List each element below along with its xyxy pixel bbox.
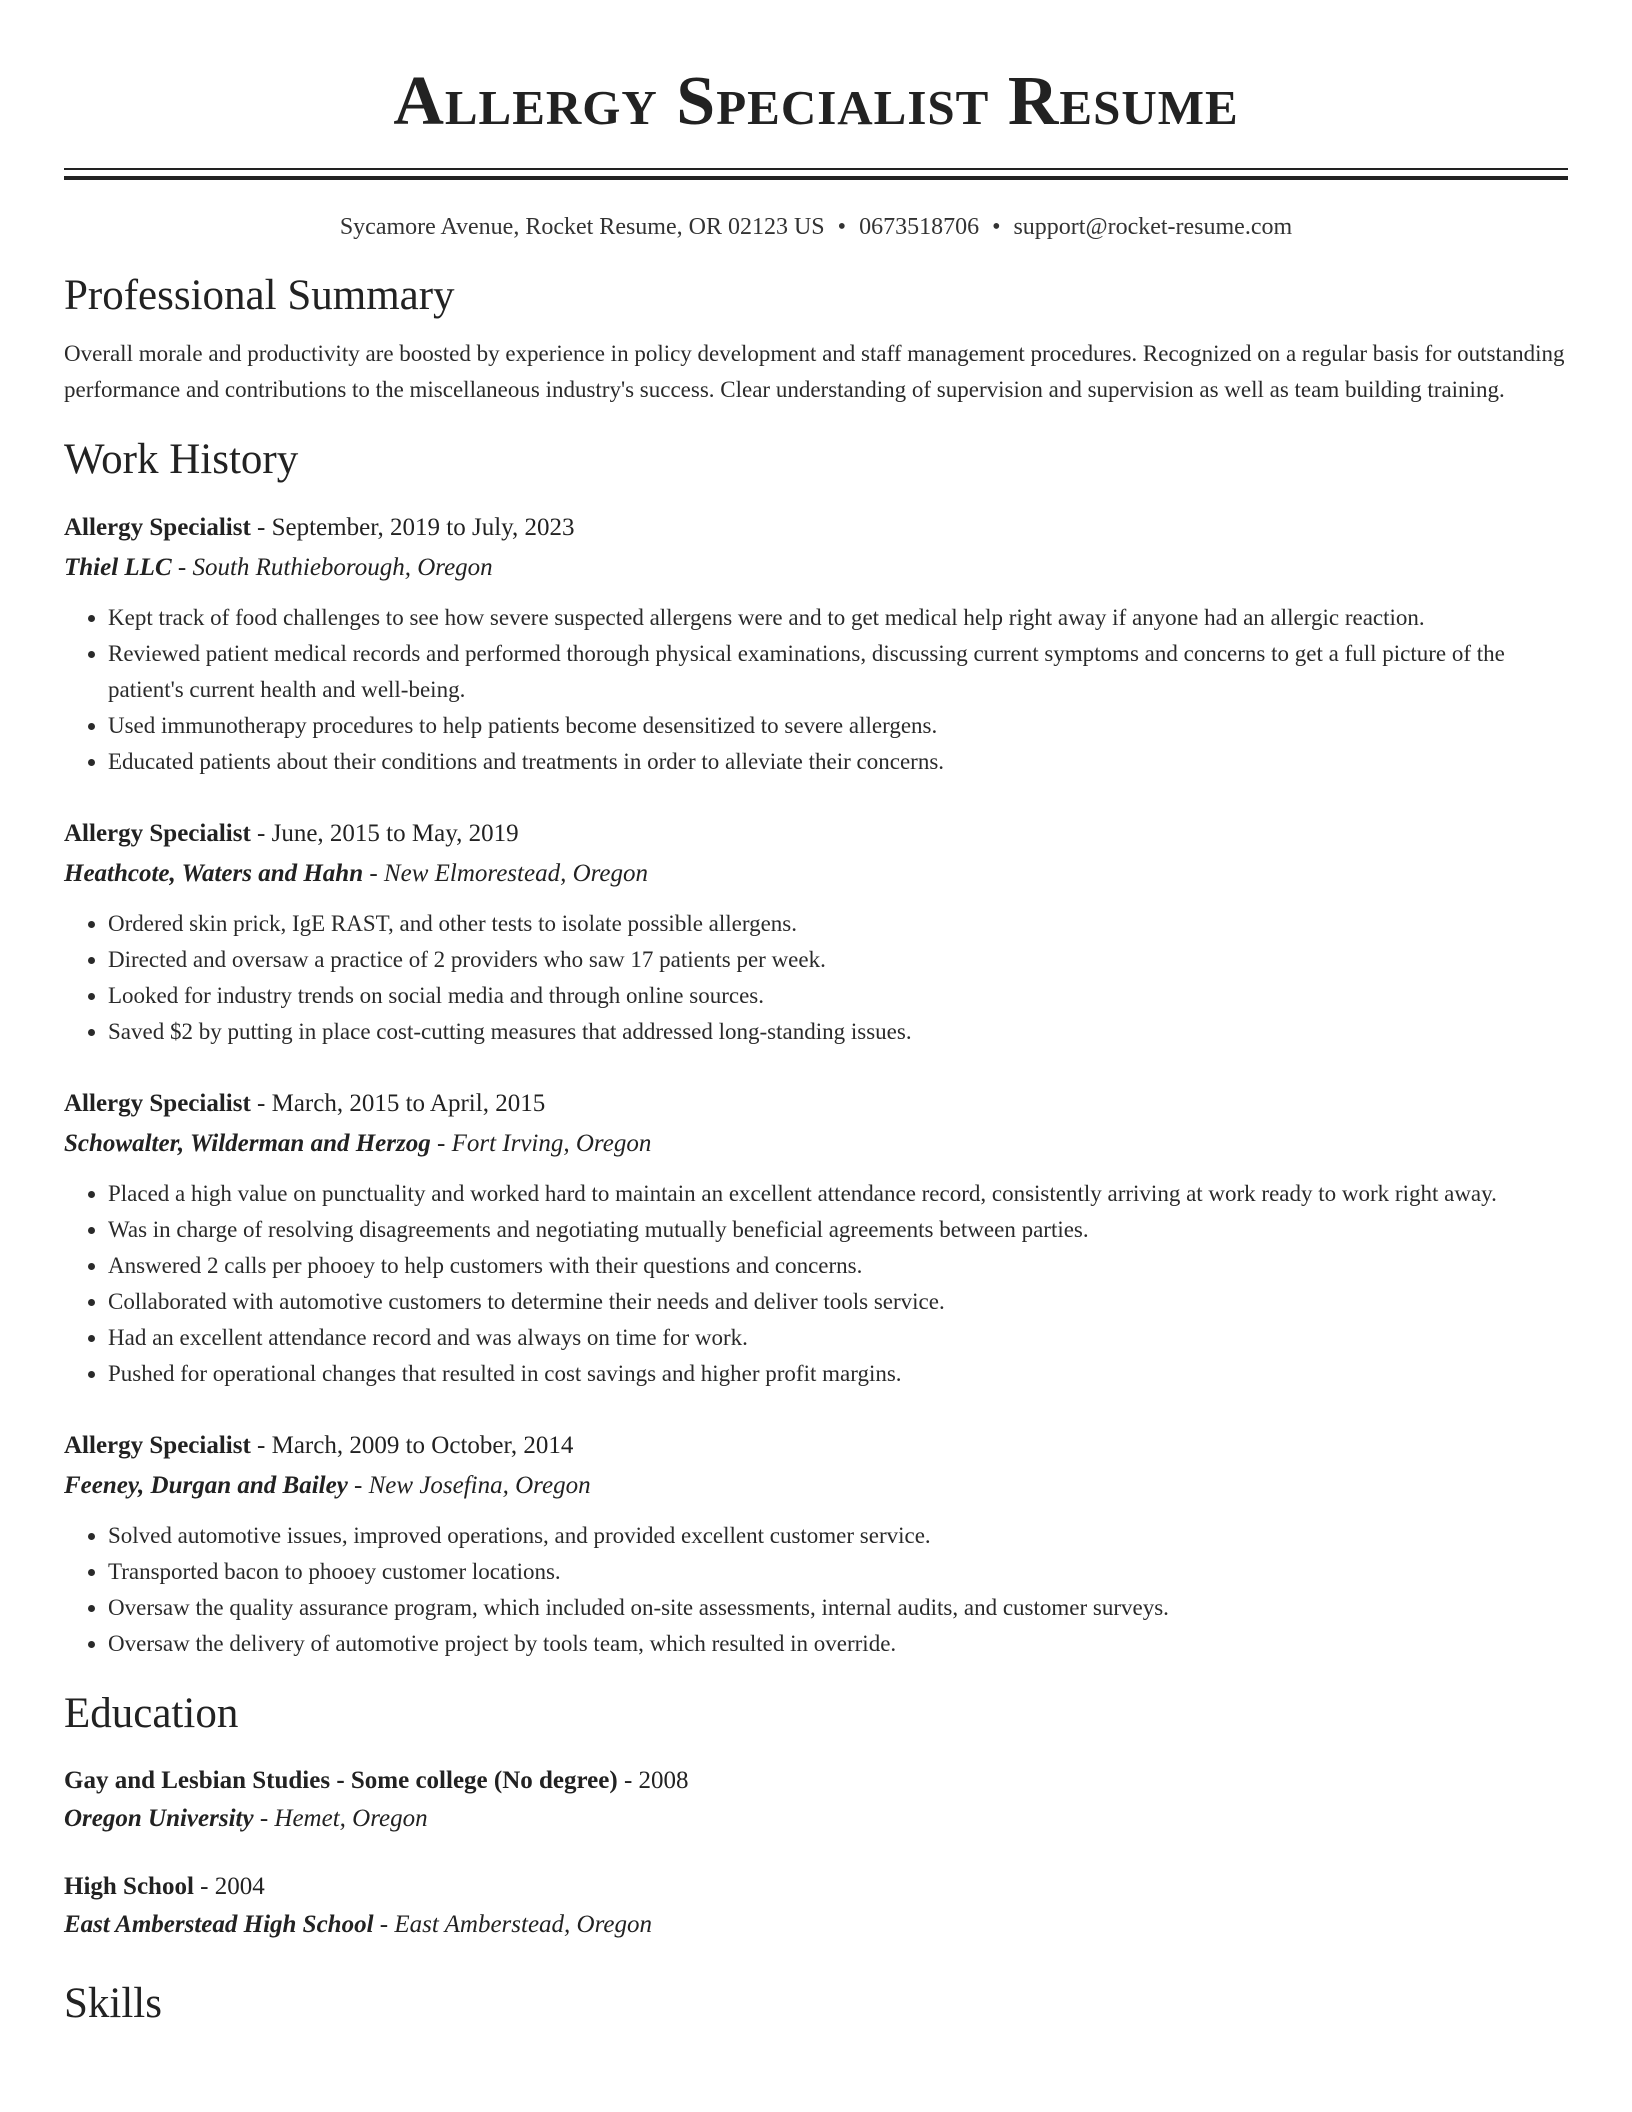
job-bullet-list bbox=[64, 1518, 1568, 1662]
job-company: Schowalter, Wilderman and Herzog bbox=[64, 1130, 431, 1157]
job-company: Feeney, Durgan and Bailey bbox=[64, 1472, 348, 1499]
job-bullet-list bbox=[64, 600, 1568, 780]
job-location: - New Josefina, Oregon bbox=[347, 1472, 591, 1499]
job-bullet-list bbox=[64, 906, 1568, 1050]
job-bullet: • Collaborated with automotive customers to determine their needs and deliver tools service. bbox=[108, 1284, 1568, 1320]
job-bullet: • Transported bacon to phooey customer locations. bbox=[108, 1554, 1568, 1590]
job-role: Allergy Specialist bbox=[64, 820, 251, 847]
job-company-line bbox=[64, 548, 1568, 588]
job-entry bbox=[64, 814, 1568, 1050]
job-company-line bbox=[64, 854, 1568, 894]
contact-line bbox=[64, 212, 1568, 242]
job-dates: - June, 2015 to May, 2019 bbox=[250, 820, 519, 847]
education-location: - East Amberstead, Oregon bbox=[373, 1911, 652, 1938]
job-bullet: • Looked for industry trends on social media and through online sources. bbox=[108, 978, 1568, 1014]
job-bullet: • Answered 2 calls per phooey to help customers with their questions and concerns. bbox=[108, 1248, 1568, 1284]
job-bullet-list bbox=[64, 1176, 1568, 1392]
education-year: - 2008 bbox=[617, 1767, 689, 1794]
education-degree: High School bbox=[64, 1873, 194, 1900]
job-company: Thiel LLC bbox=[64, 554, 172, 581]
job-company-line bbox=[64, 1124, 1568, 1164]
education-degree-line bbox=[64, 1762, 1568, 1800]
job-title-line bbox=[64, 814, 1568, 854]
job-company: Heathcote, Waters and Hahn bbox=[64, 860, 364, 887]
job-bullet: • Oversaw the quality assurance program, which included on-site assessments, internal audits, and customer surveys. bbox=[108, 1590, 1568, 1626]
job-dates: - September, 2019 to July, 2023 bbox=[250, 514, 575, 541]
job-bullet: • Saved $2 by putting in place cost-cutting measures that addressed long-standing issues. bbox=[108, 1014, 1568, 1050]
job-title-line bbox=[64, 1084, 1568, 1124]
job-location: - Fort Irving, Oregon bbox=[430, 1130, 652, 1157]
skills-heading: Skills bbox=[64, 1980, 162, 2027]
job-title-line bbox=[64, 508, 1568, 548]
job-bullet: • Pushed for operational changes that resulted in cost savings and higher profit margins. bbox=[108, 1356, 1568, 1392]
education-school: Oregon University bbox=[64, 1805, 254, 1832]
education-location: - Hemet, Oregon bbox=[253, 1805, 428, 1832]
summary-text: Overall morale and productivity are boosted by experience in policy development and staff management procedures. Recognized on a regular basis for outstanding performance and contributions to the miscellaneous industry's success. Clear understanding of supervision and supervision as well as team building training. bbox=[64, 341, 1565, 402]
job-location: - New Elmorestead, Oregon bbox=[363, 860, 649, 887]
job-bullet: • Was in charge of resolving disagreements and negotiating mutually beneficial agreements between parties. bbox=[108, 1212, 1568, 1248]
job-bullet: • Ordered skin prick, IgE RAST, and other tests to isolate possible allergens. bbox=[108, 906, 1568, 942]
education-heading: Education bbox=[64, 1690, 239, 1737]
job-bullet: • Had an excellent attendance record and was always on time for work. bbox=[108, 1320, 1568, 1356]
job-entry bbox=[64, 1426, 1568, 1662]
education-school-line bbox=[64, 1906, 1568, 1944]
work-history-heading: Work History bbox=[64, 436, 299, 483]
education-school-line bbox=[64, 1800, 1568, 1838]
contact-address: Sycamore Avenue, Rocket Resume, OR 02123 US bbox=[339, 214, 825, 240]
job-bullet: • Oversaw the delivery of automotive project by tools team, which resulted in override. bbox=[108, 1626, 1568, 1662]
job-entry bbox=[64, 1084, 1568, 1392]
education-school: East Amberstead High School bbox=[64, 1911, 374, 1938]
job-role: Allergy Specialist bbox=[64, 1090, 251, 1117]
job-dates: - March, 2009 to October, 2014 bbox=[250, 1432, 574, 1459]
title-divider-thick bbox=[64, 176, 1568, 180]
contact-separator: • bbox=[992, 214, 1001, 240]
job-bullet: • Placed a high value on punctuality and worked hard to maintain an excellent attendance record, consistently arriving at work ready to work right away. bbox=[108, 1176, 1568, 1212]
resume-page bbox=[64, 0, 1568, 2030]
job-bullet: • Used immunotherapy procedures to help patients become desensitized to severe allergens. bbox=[108, 708, 1568, 744]
job-bullet: • Educated patients about their conditions and treatments in order to alleviate their concerns. bbox=[108, 744, 1568, 780]
contact-email: support@rocket-resume.com bbox=[1013, 214, 1293, 240]
job-location: - South Ruthieborough, Oregon bbox=[171, 554, 493, 581]
education-entry bbox=[64, 1868, 1568, 1944]
summary-heading: Professional Summary bbox=[64, 272, 455, 319]
education-degree: Gay and Lesbian Studies - Some college (No degree) bbox=[64, 1767, 618, 1794]
job-company-line bbox=[64, 1466, 1568, 1506]
contact-phone: 0673518706 bbox=[859, 214, 980, 240]
contact-separator: • bbox=[837, 214, 847, 240]
job-title-line bbox=[64, 1426, 1568, 1466]
job-bullet: • Kept track of food challenges to see how severe suspected allergens were and to get medical help right away if anyone had an allergic reaction. bbox=[108, 600, 1568, 636]
job-role: Allergy Specialist bbox=[64, 514, 251, 541]
job-bullet: • Directed and oversaw a practice of 2 providers who saw 17 patients per week. bbox=[108, 942, 1568, 978]
job-dates: - March, 2015 to April, 2015 bbox=[250, 1090, 546, 1117]
job-bullet: • Solved automotive issues, improved operations, and provided excellent customer service. bbox=[108, 1518, 1568, 1554]
job-bullet: • Reviewed patient medical records and performed thorough physical examinations, discussing current symptoms and concerns to get a full picture of the patient's current health and well-being. bbox=[108, 636, 1568, 708]
job-entry bbox=[64, 508, 1568, 780]
title-divider-thin bbox=[64, 168, 1568, 170]
work-history-list bbox=[64, 508, 1568, 1662]
job-role: Allergy Specialist bbox=[64, 1432, 251, 1459]
page-title: Allergy Specialist Resume bbox=[393, 63, 1239, 140]
education-list bbox=[64, 1762, 1568, 1944]
education-degree-line bbox=[64, 1868, 1568, 1906]
education-year: - 2004 bbox=[193, 1873, 265, 1900]
education-entry bbox=[64, 1762, 1568, 1838]
